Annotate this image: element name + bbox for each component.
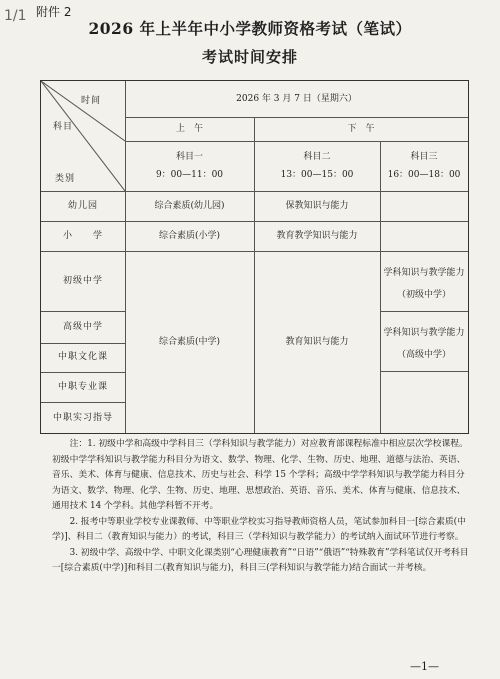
document-subtitle: 考试时间安排 <box>201 48 298 66</box>
senior-subject-3-line2: （高级中学） <box>396 350 451 360</box>
junior-subject-3-line1: 学科知识与教学能力 <box>383 268 465 278</box>
grid-line <box>41 402 125 403</box>
grid-line <box>41 311 125 312</box>
subject-2-name: 科目二 <box>303 152 331 162</box>
kindergarten-subject-1: 综合素质(幼儿园) <box>154 201 225 211</box>
exam-date: 2026 年 3 月 7 日（星期六） <box>236 94 357 104</box>
subject-2-time: 13：00—15：00 <box>280 170 354 180</box>
grid-line <box>41 372 125 373</box>
notes-section <box>52 437 472 577</box>
middle-subject-2: 教育知识与能力 <box>285 337 349 347</box>
junior-subject-3-line2: （初级中学） <box>396 290 451 300</box>
category-kindergarten: 幼儿园 <box>67 201 98 211</box>
note-1: 注：1. 初级中学和高级中学科目三（学科知识与教学能力）对应教育部课程标准中相应层次学校课程。初级中学学科知识与教学能力科目分为语文、数学、物理、化学、生物、历史、地理、道德与法治、英语、音乐、美术、体育与健康、信息技术、历史与社会、科学 15 个学科；高级中学学科知识与教学能力科目分为语文、数学、物理、化学、生物、历史、地理、思想政治、英语、音乐、美术、体育与健康、信息技术、通用技术 14 个学科。其他学科暂不开考。 <box>52 439 468 511</box>
subject-1-time: 9：00—11：00 <box>155 170 224 180</box>
grid-line <box>125 117 468 118</box>
grid-line <box>380 371 468 372</box>
document-title: 2026 年上半年中小学教师资格考试（笔试） <box>88 19 412 38</box>
category-senior-middle: 高级中学 <box>62 322 103 332</box>
corner-category-label: 类别 <box>55 174 76 184</box>
exam-schedule-table <box>40 80 469 434</box>
subject-3-name: 科目三 <box>410 152 438 162</box>
afternoon-header: 下 午 <box>347 124 375 134</box>
grid-line <box>41 343 125 344</box>
grid-line <box>380 141 381 433</box>
subject-1-name: 科目一 <box>175 152 203 162</box>
kindergarten-subject-2: 保教知识与能力 <box>285 201 349 211</box>
middle-subject-1: 综合素质(中学) <box>158 337 221 347</box>
category-vocational-internship: 中职实习指导 <box>52 413 113 423</box>
note-2: 2. 报考中等职业学校专业课教师、中等职业学校实习指导教师资格人员，笔试参加科目一[综合素质(中学)]、科目二（教育知识与能力）的考试，科目三（学科知识与教学能力）的考试纳入面试环节进行考察。 <box>52 516 466 542</box>
primary-subject-1: 综合素质(小学) <box>158 231 221 241</box>
subject-3-time: 16：00—18：00 <box>387 170 461 180</box>
page-number: —1— <box>410 660 439 673</box>
attachment-label: 附件 2 <box>36 5 72 19</box>
category-vocational-culture: 中职文化课 <box>57 352 108 362</box>
grid-line <box>125 141 468 142</box>
category-vocational-professional: 中职专业课 <box>57 382 108 392</box>
corner-subject-label: 科目 <box>53 122 74 132</box>
grid-line <box>380 311 468 312</box>
senior-subject-3-line1: 学科知识与教学能力 <box>383 328 465 338</box>
grid-line <box>254 117 255 433</box>
category-junior-middle: 初级中学 <box>62 276 103 286</box>
primary-subject-2: 教育教学知识与能力 <box>276 231 358 241</box>
morning-header: 上 午 <box>175 124 203 134</box>
category-primary: 小 学 <box>62 231 103 241</box>
note-3: 3. 初级中学、高级中学、中职文化课类别“心理健康教育”“日语”“俄语”“特殊教育”学科笔试仅开考科目一[综合素质(中学)]和科目二(教育知识与能力)，科目三(学科知识与教学能力)结合面试一并考核。 <box>52 547 469 573</box>
viewer-page-indicator: 1/1 <box>4 8 27 24</box>
corner-time-label: 时间 <box>81 96 102 106</box>
